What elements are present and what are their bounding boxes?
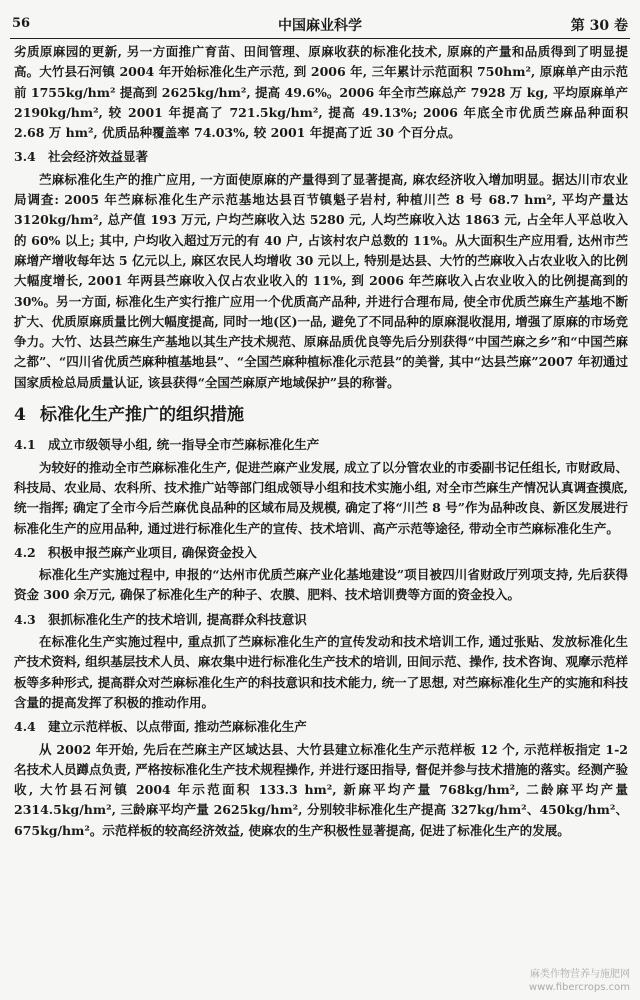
volume-label: 第 30 卷 bbox=[570, 18, 628, 34]
article-body bbox=[14, 42, 628, 841]
section-4-1-heading bbox=[14, 435, 628, 455]
section-4-heading bbox=[14, 405, 628, 425]
section-number: 4.4 bbox=[14, 719, 36, 735]
section-4-3-heading bbox=[14, 610, 628, 630]
section-4-1-paragraph: 为较好的推动全市苎麻标准化生产, 促进苎麻产业发展, 成立了以分管农业的市委副书记任组长, 市财政局、科技局、农业局、农科所、技术推广站等部门组成领导小组和技术实施小组, 对全市苎麻生产情况认真调查摸底, 统一指挥; 确定了全市今后苎麻优良品种的区域布局及规模, 确定了将“川苎 8 号”作为品种改良、新区发展进行标准化生产的应用品种, 通过进行标准化生产的宣传、技术培训、高产示范等途径, 带动全市苎麻标准化生产。 bbox=[14, 459, 628, 536]
section-number: 4 bbox=[14, 405, 26, 426]
section-number: 4.3 bbox=[14, 611, 36, 627]
section-title: 积极申报苎麻产业项目, 确保资金投入 bbox=[48, 544, 257, 560]
watermark bbox=[529, 968, 630, 994]
watermark-url: www.fibercrops.com bbox=[528, 982, 630, 993]
section-4-2-heading bbox=[14, 543, 628, 563]
section-title: 建立示范样板、以点带面, 推动苎麻标准化生产 bbox=[48, 719, 307, 735]
section-number: 3.4 bbox=[14, 149, 36, 165]
running-header bbox=[10, 12, 630, 39]
section-title: 社会经济效益显著 bbox=[48, 149, 149, 165]
section-4-3-paragraph: 在标准化生产实施过程中, 重点抓了苎麻标准化生产的宣传发动和技术培训工作, 通过张贴、发放标准化生产技术资料, 组织基层技术人员、麻农集中进行标准化生产技术的培训, 田间示范、操作, 技术咨询、观摩示范样板等多种形式, 提高群众对苎麻标准化生产的科技意识和技术能力, 统一了思想, 对苎麻标准化生产的实施和科技含量的提高发挥了积极的推动作用。 bbox=[14, 634, 628, 710]
section-number: 4.2 bbox=[14, 544, 36, 560]
section-4-2-paragraph: 标准化生产实施过程中, 申报的“达州市优质苎麻产业化基地建设”项目被四川省财政厅列项支持, 先后获得资金 300 余万元, 确保了标准化生产的种子、农膜、肥料、技术培训费等方面的资金投入。 bbox=[14, 567, 628, 603]
section-title: 狠抓标准化生产的技术培训, 提高群众科技意识 bbox=[48, 611, 307, 627]
section-number: 4.1 bbox=[14, 437, 36, 453]
page-number: 56 bbox=[12, 16, 31, 31]
section-title: 标准化生产推广的组织措施 bbox=[40, 405, 244, 426]
section-4-4-paragraph: 从 2002 年开始, 先后在苎麻主产区域达县、大竹县建立标准化生产示范样板 12 个, 示范样板指定 1-2 名技术人员蹲点负责, 严格按标准化生产技术规程操作, 并进行逐田指导, 督促并参与技术措施的落实。经测产验收, 大竹县石河镇 2004 年示范面积 133.3 hm², 新麻平均产量 768kg/hm², 二龄麻平均产量 2314.5kg/hm², 三龄麻平均产量 2625kg/hm², 分别较非标准化生产提高 327kg/hm²、450kg/hm²、675kg/hm²。示范样板的较高经济效益, 使麻农的生产积极性显著提高, 促进了标准化生产的发展。 bbox=[14, 741, 628, 838]
section-3-4-heading bbox=[14, 147, 628, 167]
journal-title: 中国麻业科学 bbox=[278, 18, 362, 34]
section-title: 成立市级领导小组, 统一指导全市苎麻标准化生产 bbox=[48, 437, 320, 453]
watermark-site-name: 麻类作物营养与施肥网 bbox=[530, 969, 630, 980]
section-4-4-heading bbox=[14, 717, 628, 737]
intro-paragraph: 劣质原麻园的更新, 另一方面推广育苗、田间管理、原麻收获的标准化技术, 原麻的产量和品质得到了明显提高。大竹县石河镇 2004 年开始标准化生产示范, 到 2006 年, 三年累计示范面积 750hm², 原麻单产由示范前 1755kg/hm² 提高到 2625kg/hm², 提高 49.6%。2006 年全市苎麻总产 7928 万 kg, 平均原麻单产 2190kg/hm², 较 2001 年提高了 721.5kg/hm², 提高 49.13%; 2006 年底全市优质苎麻品种面积 2.68 万 hm², 优质品种覆盖率 74.03%, 较 2001 年提高了近 30 个百分点。 bbox=[14, 44, 628, 141]
section-3-4-paragraph: 苎麻标准化生产的推广应用, 一方面使原麻的产量得到了显著提高, 麻农经济收入增加明显。据达川市农业局调查: 2005 年苎麻标准化生产示范基地达县百节镇魁子岩村, 种植川苎 8 号 68.7 hm², 平均产量达 3120kg/hm², 总产值 193 万元, 户均苎麻收入达 5280 元, 人均苎麻收入达 1863 元, 占全年人平总收入的 60% 以上; 其中, 户均收入超过万元的有 40 户, 占该村农户总数的 11%。从大面积生产应用看, 达州市苎麻增产增收每年达 5 亿元以上, 麻区农民人均增收 30 元以上, 特别是达县、大竹的苎麻收入占农业收入的比例大幅度增长, 2001 年两县苎麻收入仅占农业收入的 11%, 到 2006 年苎麻收入占农业收入的比例提高到的 30%。另一方面, 标准化生产实行推广应用一个优质高产品种, 并进行合理布局, 使全市优质苎麻生产基地不断扩大、优质原麻质量比例大幅度提高, 同时一地(区)一品, 避免了不同品种的原麻混收混用, 增强了原麻的市场竞争力。大竹、达县苎麻生产基地以其生产技术规范、原麻品质优良等先后分别获得“中国苎麻之乡”和“中国苎麻之都”、“四川省优质苎麻种植基地县”、“全国苎麻种植标准化示范县”的美誉, 其中“达县苎麻”2007 年初通过国家质检总局质量认证, 该县获得“全国苎麻原产地域保护”县的称誉。 bbox=[14, 171, 628, 390]
